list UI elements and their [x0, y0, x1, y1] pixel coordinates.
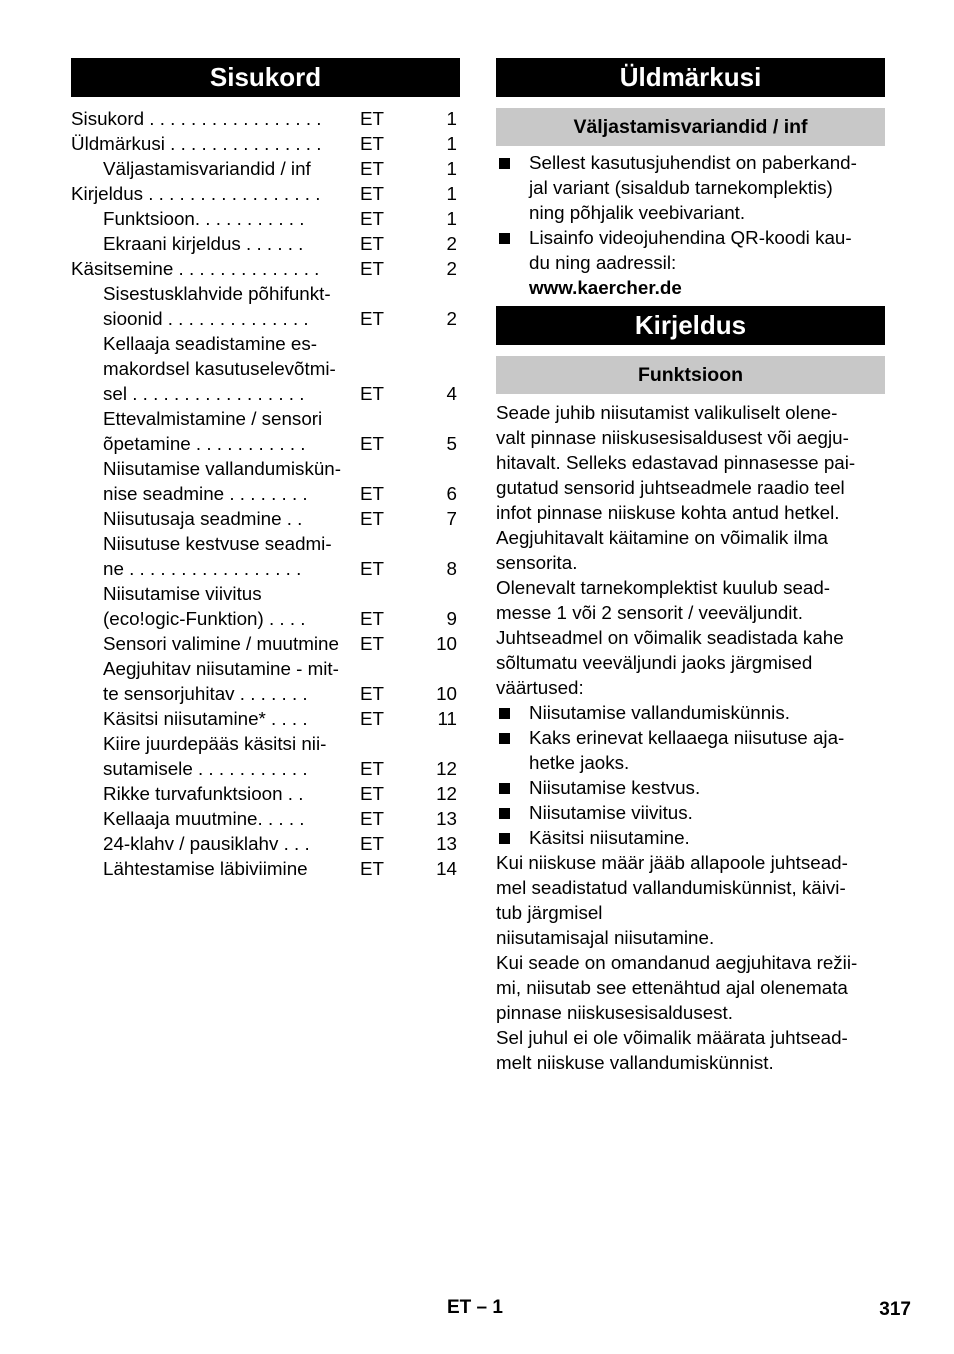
- toc-entry-title: Lähtestamise läbiviimine: [103, 858, 308, 879]
- toc-entry[interactable]: [71, 656, 460, 706]
- toc-entry-page: 9: [446, 608, 457, 629]
- toc-entry-title: Funktsioon. . . . . . . . . . .: [103, 208, 305, 229]
- toc-entry-page: 12: [436, 783, 457, 804]
- toc-entry-title: Väljastamisvariandid / inf: [103, 158, 311, 179]
- toc-entry[interactable]: [71, 106, 460, 131]
- list-item: Kaks erinevat kellaaega niisutuse aja- hetke jaoks.: [496, 725, 885, 775]
- toc-list: [71, 106, 460, 881]
- toc-entry-title: Ettevalmistamine / sensori õpetamine . . . . . . . . . . .: [103, 408, 323, 454]
- footer-page-number: 317: [879, 1299, 911, 1320]
- bullet-square-icon: [499, 708, 510, 719]
- subsection-heading-function: Funktsioon: [496, 356, 885, 394]
- toc-entry[interactable]: [71, 531, 460, 581]
- toc-entry-page: 12: [436, 758, 457, 779]
- toc-entry-page: 6: [446, 483, 457, 504]
- toc-entry-language: ET: [360, 433, 384, 454]
- footer-language-page: ET – 1: [447, 1297, 503, 1318]
- toc-entry-language: ET: [360, 833, 384, 854]
- toc-entry-title: Sensori valimine / muutmine: [103, 633, 339, 654]
- toc-entry-language: ET: [360, 808, 384, 829]
- toc-entry-page: 2: [446, 233, 457, 254]
- toc-entry-page: 7: [446, 508, 457, 529]
- toc-entry-page: 1: [446, 108, 457, 129]
- toc-entry-title: Aegjuhitav niisutamine - mit- te sensorjuhitav . . . . . . .: [103, 658, 339, 704]
- toc-entry-page: 1: [446, 183, 457, 204]
- toc-entry-title: Niisutamise viivitus (eco!ogic-Funktion) . . . .: [103, 583, 306, 629]
- toc-entry-page: 5: [446, 433, 457, 454]
- toc-entry-page: 1: [446, 158, 457, 179]
- toc-entry[interactable]: [71, 706, 460, 731]
- toc-entry[interactable]: [71, 581, 460, 631]
- toc-entry-page: 2: [446, 308, 457, 329]
- toc-entry-page: 11: [437, 708, 457, 729]
- toc-entry-language: ET: [360, 608, 384, 629]
- toc-entry-page: 8: [446, 558, 457, 579]
- toc-entry-title: Niisutamise vallandumiskün- nise seadmine . . . . . . . .: [103, 458, 341, 504]
- toc-entry[interactable]: [71, 181, 460, 206]
- toc-entry-page: 1: [446, 208, 457, 229]
- toc-entry-title: Kellaaja seadistamine es- makordsel kasutuselevõtmi- sel . . . . . . . . . . . . . . . . .: [103, 333, 336, 404]
- toc-entry[interactable]: [71, 281, 460, 331]
- toc-entry[interactable]: [71, 631, 460, 656]
- toc-entry[interactable]: [71, 156, 460, 181]
- toc-entry-page: 13: [436, 808, 457, 829]
- toc-entry[interactable]: [71, 856, 460, 881]
- toc-entry-title: Käsitsemine . . . . . . . . . . . . . .: [71, 258, 320, 279]
- toc-entry-language: ET: [360, 183, 384, 204]
- toc-entry[interactable]: [71, 406, 460, 456]
- toc-entry[interactable]: [71, 206, 460, 231]
- toc-entry-language: ET: [360, 683, 384, 704]
- function-bullet-list: [496, 700, 885, 850]
- toc-entry-page: 10: [436, 683, 457, 704]
- toc-entry-language: ET: [360, 158, 384, 179]
- bullet-square-icon: [499, 158, 510, 169]
- bullet-square-icon: [499, 783, 510, 794]
- bullet-square-icon: [499, 733, 510, 744]
- function-paragraph-2: Kui niiskuse määr jääb allapoole juhtsead- mel seadistatud vallandumiskünnist, käivi- tub järgmisel niisutamisajal niisutamine. Kui seade on omandanud aegjuhitava režii- mi, niisutab see ettenähtud ajal olenemata pinnase niiskusesisaldusest. Sel juhul ei ole võimalik määrata juhtsead- melt niiskuse vallandumiskünnist.: [496, 852, 858, 1073]
- toc-entry-page: 4: [446, 383, 457, 404]
- toc-entry[interactable]: [71, 781, 460, 806]
- toc-entry-page: 2: [446, 258, 457, 279]
- toc-entry-title: Niisutusaja seadmine . .: [103, 508, 303, 529]
- content-column: [496, 58, 885, 1075]
- toc-entry[interactable]: [71, 331, 460, 406]
- bullet-square-icon: [499, 833, 510, 844]
- subsection-heading-variants: Väljastamisvariandid / inf: [496, 108, 885, 146]
- section-heading-description: Kirjeldus: [496, 306, 885, 345]
- function-paragraph-1: Seade juhib niisutamist valikuliselt olene- valt pinnase niiskusesisaldusest või aegju- hitavalt. Selleks edastavad pinnasesse pai- gutatud sensorid juhtseadmele raadio teel infot pinnase niiskuse kohta antud hetkel. Aegjuhitavalt käitamine on võimalik ilma sensorita. Olenevalt tarnekomplektist kuulub sead- messe 1 või 2 sensorit / veeväljundit. Juhtseadmel on võimalik seadistada kahe sõltumatu veeväljundi jaoks järgmised väärtused:: [496, 402, 856, 698]
- website-link[interactable]: www.kaercher.de: [529, 277, 682, 298]
- toc-entry-language: ET: [360, 633, 384, 654]
- toc-entry-title: Rikke turvafunktsioon . .: [103, 783, 304, 804]
- toc-entry[interactable]: [71, 806, 460, 831]
- section-heading-general: Üldmärkusi: [496, 58, 885, 97]
- bullet-square-icon: [499, 233, 510, 244]
- toc-entry-language: ET: [360, 708, 384, 729]
- toc-column: [71, 58, 460, 881]
- toc-entry-language: ET: [360, 108, 384, 129]
- list-item: Sellest kasutusjuhendist on paberkand- jal variant (sisaldub tarnekomplektis) ning põhjalik veebivariant.: [496, 150, 885, 225]
- toc-entry[interactable]: [71, 256, 460, 281]
- toc-entry[interactable]: [71, 231, 460, 256]
- toc-entry-title: 24-klahv / pausiklahv . . .: [103, 833, 310, 854]
- toc-entry[interactable]: [71, 731, 460, 781]
- toc-entry-language: ET: [360, 233, 384, 254]
- toc-entry-page: 14: [436, 858, 457, 879]
- toc-entry[interactable]: [71, 456, 460, 506]
- toc-entry-title: Kiire juurdepääs käsitsi nii- sutamisele . . . . . . . . . . .: [103, 733, 327, 779]
- toc-entry-title: Üldmärkusi . . . . . . . . . . . . . . .: [71, 133, 322, 154]
- toc-entry-language: ET: [360, 208, 384, 229]
- list-item: Niisutamise viivitus.: [496, 800, 885, 825]
- list-item: Niisutamise vallandumiskünnis.: [496, 700, 885, 725]
- toc-entry-language: ET: [360, 558, 384, 579]
- toc-entry-title: Sisukord . . . . . . . . . . . . . . . . .: [71, 108, 322, 129]
- list-item: Käsitsi niisutamine.: [496, 825, 885, 850]
- list-item: Lisainfo videojuhendina QR-koodi kau- du ning aadressil: www.kaercher.de: [496, 225, 885, 300]
- toc-entry-title: Käsitsi niisutamine* . . . .: [103, 708, 308, 729]
- bullet-square-icon: [499, 808, 510, 819]
- toc-entry[interactable]: [71, 831, 460, 856]
- toc-heading: Sisukord: [71, 58, 460, 97]
- toc-entry-language: ET: [360, 758, 384, 779]
- toc-entry-language: ET: [360, 258, 384, 279]
- toc-entry-language: ET: [360, 508, 384, 529]
- toc-entry-page: 1: [446, 133, 457, 154]
- toc-entry-language: ET: [360, 783, 384, 804]
- toc-entry-language: ET: [360, 133, 384, 154]
- toc-entry-title: Sisestusklahvide põhifunkt- sioonid . . . . . . . . . . . . . .: [103, 283, 331, 329]
- toc-entry-language: ET: [360, 483, 384, 504]
- toc-entry-language: ET: [360, 383, 384, 404]
- toc-entry-page: 10: [436, 633, 457, 654]
- toc-entry[interactable]: [71, 506, 460, 531]
- toc-entry-title: Ekraani kirjeldus . . . . . .: [103, 233, 304, 254]
- toc-entry-title: Niisutuse kestvuse seadmi- ne . . . . . . . . . . . . . . . . .: [103, 533, 332, 579]
- toc-entry-page: 13: [436, 833, 457, 854]
- variants-bullet-list: [496, 150, 885, 300]
- list-item: Niisutamise kestvus.: [496, 775, 885, 800]
- toc-entry[interactable]: [71, 131, 460, 156]
- toc-entry-language: ET: [360, 308, 384, 329]
- toc-entry-title: Kellaaja muutmine. . . . .: [103, 808, 305, 829]
- toc-entry-language: ET: [360, 858, 384, 879]
- toc-entry-title: Kirjeldus . . . . . . . . . . . . . . . . .: [71, 183, 321, 204]
